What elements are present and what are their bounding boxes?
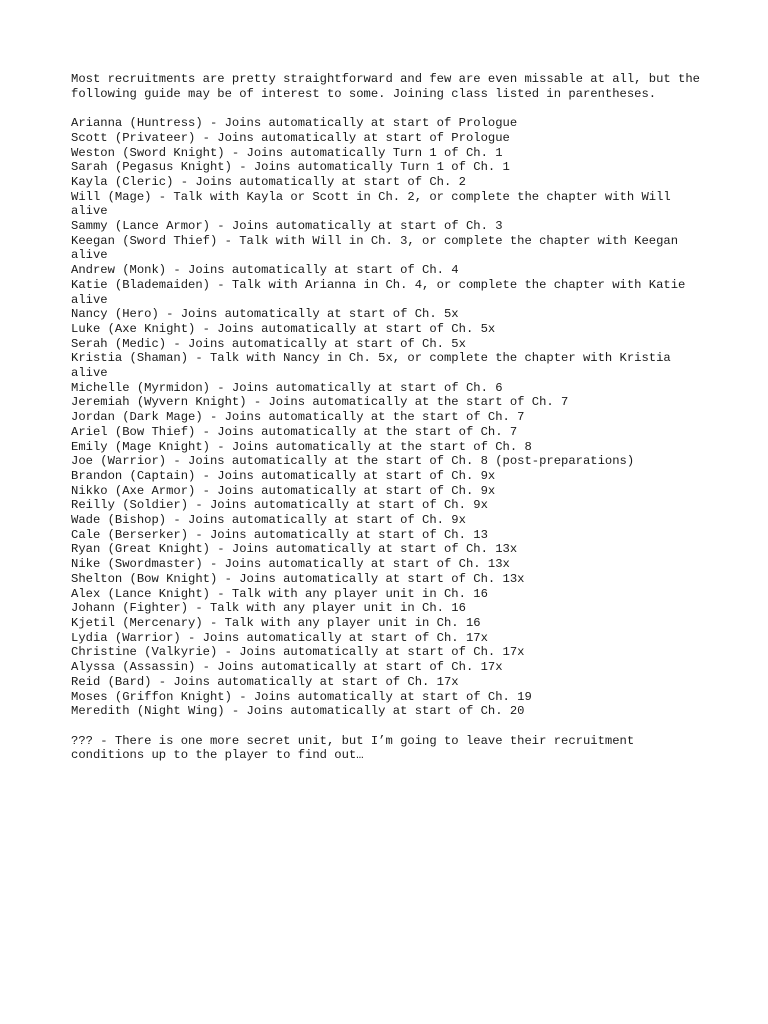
recruit-entry: Kayla (Cleric) - Joins automatically at start of Ch. 2 (71, 174, 466, 189)
recruit-entry: Christine (Valkyrie) - Joins automatically at start of Ch. 17x (71, 645, 525, 660)
recruit-entry: Nancy (Hero) - Joins automatically at start of Ch. 5x (71, 307, 459, 322)
recruit-entry: Alex (Lance Knight) - Talk with any player unit in Ch. 16 (71, 586, 488, 601)
recruit-entry: Kjetil (Mercenary) - Talk with any player unit in Ch. 16 (71, 616, 481, 630)
recruit-entry: Nike (Swordmaster) - Joins automatically at start of Ch. 13x (71, 557, 510, 572)
recruit-entry: Nikko (Axe Armor) - Joins automatically at start of Ch. 9x (71, 483, 496, 498)
recruit-entry: Sarah (Pegasus Knight) - Joins automatically Turn 1 of Ch. 1 (71, 160, 510, 175)
recruit-entry: Reid (Bard) - Joins automatically at start of Ch. 17x (71, 674, 459, 689)
recruit-entry: Reilly (Soldier) - Joins automatically at start of Ch. 9x (71, 498, 488, 513)
recruit-entry: Andrew (Monk) - Joins automatically at start of Ch. 4 (71, 263, 459, 278)
recruit-entry: Meredith (Night Wing) - Joins automatically at start of Ch. 20 (71, 704, 525, 719)
recruit-entry: Alyssa (Assassin) - Joins automatically at start of Ch. 17x (71, 660, 503, 675)
recruit-entry: Weston (Sword Knight) - Joins automatically Turn 1 of Ch. 1 (71, 145, 503, 160)
recruit-entry: Emily (Mage Knight) - Joins automatically at the start of Ch. 8 (71, 439, 532, 454)
paragraph-gap (71, 719, 711, 734)
recruit-entry: Serah (Medic) - Joins automatically at start of Ch. 5x (71, 336, 466, 351)
recruit-entry: Shelton (Bow Knight) - Joins automatically at start of Ch. 13x (71, 571, 525, 586)
recruit-entry: Scott (Privateer) - Joins automatically at start of Prologue (71, 130, 510, 145)
secret-unit-paragraph: ??? - There is one more secret unit, but I’m going to leave their recruitment conditions up to the player to find out… (71, 733, 635, 763)
recruit-entry: Will (Mage) - Talk with Kayla or Scott in Ch. 2, or complete the chapter with Will alive (71, 189, 671, 219)
recruit-entry: Joe (Warrior) - Joins automatically at the start of Ch. 8 (post-preparations) (71, 454, 635, 469)
recruit-entry: Lydia (Warrior) - Joins automatically at start of Ch. 17x (71, 630, 488, 645)
recruit-entry: Wade (Bishop) - Joins automatically at start of Ch. 9x (71, 513, 466, 528)
document-page (71, 72, 711, 763)
recruit-entry: Sammy (Lance Armor) - Joins automatically at start of Ch. 3 (71, 219, 503, 234)
recruit-entry: Ryan (Great Knight) - Joins automatically at start of Ch. 13x (71, 542, 518, 557)
recruit-entry: Kristia (Shaman) - Talk with Nancy in Ch. 5x, or complete the chapter with Kristia alive (71, 351, 671, 381)
recruit-entry: Brandon (Captain) - Joins automatically at start of Ch. 9x (71, 468, 496, 483)
recruit-entry: Ariel (Bow Thief) - Joins automatically at the start of Ch. 7 (71, 424, 518, 439)
intro-paragraph: Most recruitments are pretty straightforward and few are even missable at all, but the following guide may be of interest to some. Joining class listed in parentheses. (71, 72, 700, 101)
recruit-entry: Katie (Blademaiden) - Talk with Arianna in Ch. 4, or complete the chapter with Katie alive (71, 277, 686, 307)
recruit-entry: Johann (Fighter) - Talk with any player unit in Ch. 16 (71, 601, 466, 616)
recruit-entry: Keegan (Sword Thief) - Talk with Will in Ch. 3, or complete the chapter with Keegan alive (71, 233, 679, 263)
paragraph-gap (71, 101, 711, 116)
recruit-list (71, 116, 711, 719)
recruit-entry: Michelle (Myrmidon) - Joins automatically at start of Ch. 6 (71, 380, 503, 395)
recruit-entry: Arianna (Huntress) - Joins automatically at start of Prologue (71, 116, 518, 131)
recruit-entry: Moses (Griffon Knight) - Joins automatically at start of Ch. 19 (71, 689, 532, 704)
recruit-entry: Jordan (Dark Mage) - Joins automatically at the start of Ch. 7 (71, 410, 525, 425)
recruit-entry: Jeremiah (Wyvern Knight) - Joins automatically at the start of Ch. 7 (71, 395, 569, 410)
recruit-entry: Luke (Axe Knight) - Joins automatically at start of Ch. 5x (71, 321, 496, 336)
recruit-entry: Cale (Berserker) - Joins automatically at start of Ch. 13 (71, 527, 488, 542)
